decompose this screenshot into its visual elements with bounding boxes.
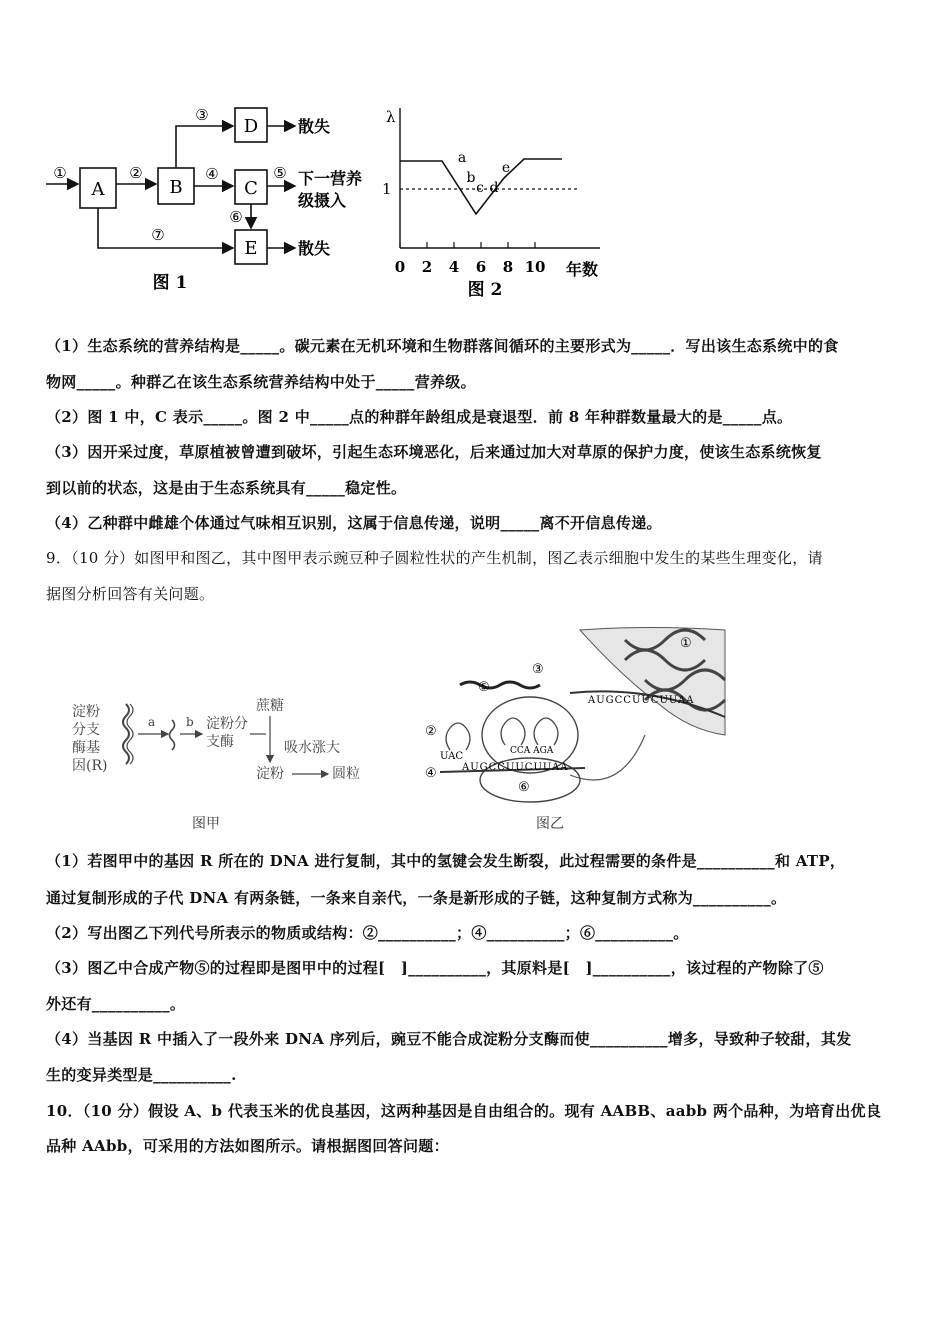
arrow-6-label: ⑥ <box>229 208 243 226</box>
point-e-label: e <box>501 160 511 176</box>
point-b-label: b <box>466 170 476 186</box>
figure-yi-caption: 图乙 <box>536 816 564 832</box>
figure-1-caption: 图 1 <box>152 273 188 293</box>
starch-label: 淀粉 <box>256 766 284 782</box>
label-C-next-2: 级摄入 <box>298 191 347 210</box>
gene-label-2: 分支 <box>72 722 100 738</box>
figure-1-energy-flow <box>40 100 370 300</box>
q10-line2: 品种 AAbb，可采用的方法如图所示。请根据图回答问题： <box>46 1137 449 1155</box>
anticodon: UAC <box>440 751 463 762</box>
mark-1: ① <box>680 636 692 651</box>
y-tick-1: 1 <box>382 180 392 198</box>
mark-6: ⑥ <box>518 780 530 795</box>
x-tick-label: 0 <box>394 258 406 276</box>
arrow-2-label: ② <box>129 164 143 182</box>
box-E-label: E <box>244 238 258 259</box>
label-D-lost: 散失 <box>298 117 331 136</box>
arrow-4-label: ④ <box>205 165 219 183</box>
seq-bottom: AUGCCUUCUUAA <box>462 762 569 773</box>
arrow-5-label: ⑤ <box>273 164 287 182</box>
figure-jia-caption: 图甲 <box>192 816 220 832</box>
label-C-next-1: 下一营养 <box>298 169 363 188</box>
enzyme-label-2: 支酶 <box>206 734 234 750</box>
x-tick-label: 8 <box>502 258 514 276</box>
q9-part3-line2: 外还有__________。 <box>46 995 186 1013</box>
x-axis-label: 年数 <box>566 260 599 279</box>
q8-part3-line1: （3）因开采过度，草原植被曾遭到破坏，引起生态环境恶化，后来通过加大对草原的保护力度，使该生态系统恢复 <box>46 443 822 461</box>
seq-mid: CCA AGA <box>510 746 554 756</box>
mark-5: ⑤ <box>478 680 490 695</box>
sucrose-label: 蔗糖 <box>256 698 284 714</box>
box-D-label: D <box>243 116 259 137</box>
arrow-7 <box>98 208 233 248</box>
label-b: b <box>186 715 194 729</box>
q9-part4-line2: 生的变异类型是__________. <box>46 1066 237 1084</box>
box-A-label: A <box>91 179 105 200</box>
q8-part1-line1: （1）生态系统的营养结构是_____。碳元素在无机环境和生物群落间循环的主要形式为_____．写出该生态系统中的食 <box>46 337 839 355</box>
box-C-label: C <box>244 178 258 199</box>
nucleus-region <box>580 628 725 736</box>
x-tick-label: 6 <box>475 258 487 276</box>
mrna-squiggle <box>170 720 175 750</box>
y-axis-label: λ <box>386 108 396 126</box>
transport-path <box>570 735 645 780</box>
q9-part3-line1: （3）图乙中合成产物⑤的过程即是图甲中的过程[ ]__________，其原料是[ ]__________，该过程的产物除了⑤ <box>46 959 824 977</box>
q10-line1: 10．（10 分）假设 A、b 代表玉米的优良基因，这两种基因是自由组合的。现有 AABB、aabb 两个品种，为培育出优良 <box>46 1102 882 1120</box>
figure-jia <box>60 690 400 840</box>
dna-helix <box>123 704 129 764</box>
arrow-1-label: ① <box>53 164 67 182</box>
q8-part4: （4）乙种群中雌雄个体通过气味相互识别，这属于信息传递，说明_____离不开信息传递。 <box>46 514 662 532</box>
arrow-3 <box>176 126 233 168</box>
q9-part1-line2: 通过复制形成的子代 DNA 有两条链，一条来自亲代，一条是新形成的子链，这种复制方式称为__________。 <box>46 889 787 907</box>
peptide-chain <box>460 682 540 688</box>
absorb-label: 吸水涨大 <box>284 740 340 756</box>
x-tick-label: 2 <box>421 258 433 276</box>
mark-2: ② <box>425 724 437 739</box>
round-label: 圆粒 <box>332 766 360 782</box>
gene-label-3: 酶基 <box>72 740 100 756</box>
q9-part4-line1: （4）当基因 R 中插入了一段外来 DNA 序列后，豌豆不能合成淀粉分支酶而使__________增多，导致种子较甜，其发 <box>46 1030 852 1048</box>
q8-part3-line2: 到以前的状态，这是由于生态系统具有_____稳定性。 <box>46 479 407 497</box>
arrow-3-label: ③ <box>195 106 209 124</box>
gene-label-1: 淀粉 <box>72 704 100 720</box>
q9-part2: （2）写出图乙下列代号所表示的物质或结构：②__________；④__________；⑥__________。 <box>46 924 689 942</box>
box-B-label: B <box>169 177 183 198</box>
figure-2-lambda-chart <box>370 100 620 305</box>
point-a-label: a <box>457 150 467 166</box>
q9-intro-line2: 据图分析回答有关问题。 <box>46 585 215 603</box>
seq-top: AUGCCUUCUUAA <box>588 695 695 706</box>
gene-label-4: 因(R) <box>72 758 108 774</box>
x-tick-label: 10 <box>524 258 546 276</box>
point-c-label: c <box>476 180 484 196</box>
figure-yi <box>420 625 740 840</box>
arrow-7-label: ⑦ <box>151 226 165 244</box>
q8-part1-line2: 物网_____。种群乙在该生态系统营养结构中处于_____营养级。 <box>46 373 476 391</box>
x-tick-label: 4 <box>448 258 460 276</box>
q9-intro-line1: 9．（10 分）如图甲和图乙，其中图甲表示豌豆种子圆粒性状的产生机制，图乙表示细胞中发生的某些生理变化，请 <box>46 549 823 567</box>
q8-part2: （2）图 1 中，C 表示_____。图 2 中_____点的种群年龄组成是衰退型．前 8 年种群数量最大的是_____点。 <box>46 408 793 426</box>
mark-4: ④ <box>425 766 437 781</box>
label-a: a <box>148 715 156 729</box>
mark-3: ③ <box>532 662 544 677</box>
point-d-label: d <box>489 180 499 196</box>
q9-part1-line1: （1）若图甲中的基因 R 所在的 DNA 进行复制，其中的氢键会发生断裂，此过程需要的条件是__________和 ATP， <box>46 852 846 870</box>
label-E-lost: 散失 <box>298 239 331 258</box>
enzyme-label-1: 淀粉分 <box>206 716 248 732</box>
figure-2-caption: 图 2 <box>467 280 503 300</box>
